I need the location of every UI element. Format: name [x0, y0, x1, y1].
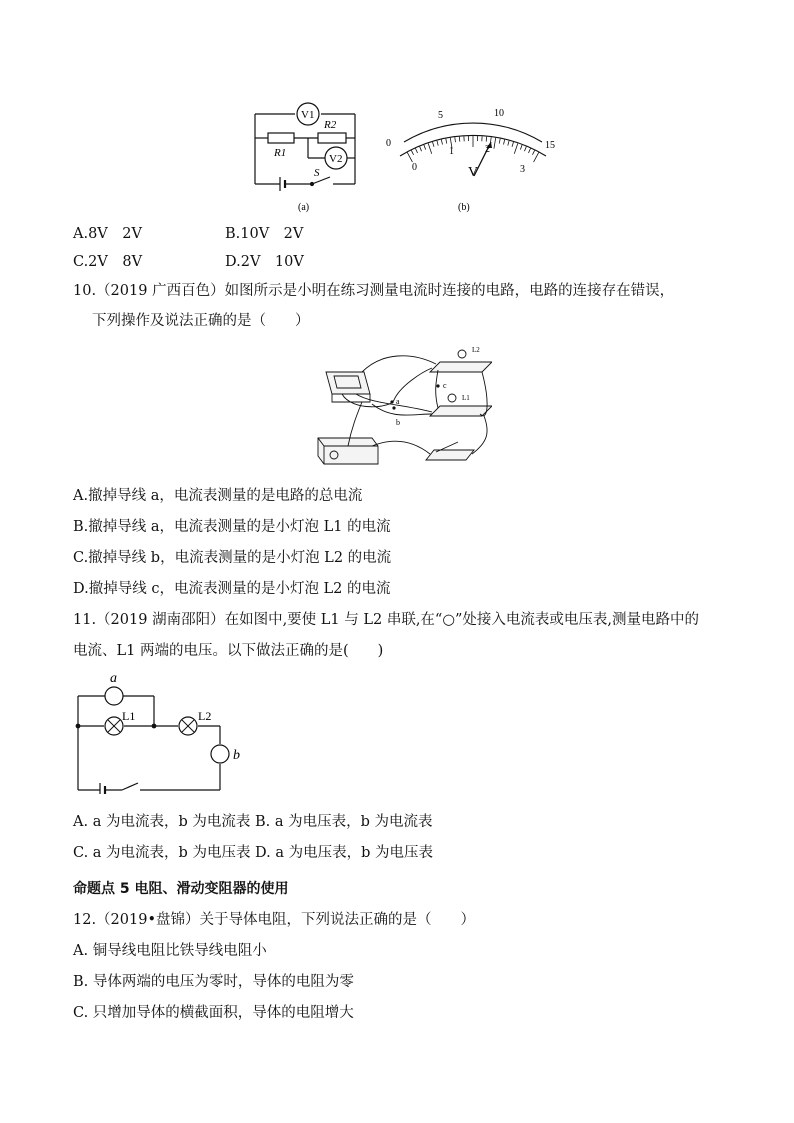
dial-tick — [407, 152, 412, 162]
dial-top-0: 0 — [386, 138, 391, 149]
dial-tick — [415, 148, 417, 153]
voltmeter-v1-label: V1 — [301, 109, 315, 121]
wire-c-label: c — [443, 381, 447, 390]
dial-tick — [428, 143, 432, 153]
meter-a-icon — [105, 687, 123, 705]
bulb-l1-label: L1 — [462, 394, 470, 402]
dial-bottom-1: 1 — [449, 146, 454, 157]
caption-b: (b) — [458, 202, 470, 213]
wire-b-label: b — [396, 418, 400, 427]
dial-bottom-3: 3 — [520, 164, 525, 175]
q11-stem-line1: 11.（2019 湖南邵阳）在如图中,要使 L1 与 L2 串联,在“○”处接入电流表或电压表,测量电路中的 — [73, 612, 700, 628]
q10-stem-line2: 下列操作及说法正确的是（ ） — [92, 313, 310, 329]
voltmeter-v2-label: V2 — [329, 153, 343, 165]
label-l1: L1 — [122, 709, 136, 723]
bulb-l2-icon — [179, 717, 197, 735]
dial-tick — [532, 150, 534, 154]
q9-option-b: B.10V 2V — [225, 226, 304, 242]
dial-tick — [424, 145, 426, 150]
bulb-l2-label: L2 — [472, 346, 480, 354]
q11-stem-line2: 电流、L1 两端的电压。以下做法正确的是( ) — [73, 643, 384, 659]
dial-tick — [499, 139, 500, 144]
dial-tick — [420, 147, 422, 152]
label-b: b — [233, 748, 240, 763]
q11-figure — [70, 666, 260, 794]
q10-figure — [312, 342, 492, 470]
q9-option-a: A.8V 2V — [73, 226, 142, 242]
dial-top-5: 5 — [438, 110, 443, 121]
dial-tick — [494, 138, 496, 149]
q11-options-ab: A. a 为电流表，b 为电流表 B. a 为电压表，b 为电流表 — [73, 814, 433, 830]
dial-tick — [455, 137, 456, 142]
dial-tick — [433, 142, 434, 147]
dial-tick — [437, 141, 438, 146]
section-5-title: 命题点 5 电阻、滑动变阻器的使用 — [73, 881, 289, 897]
dial-tick — [524, 147, 526, 152]
resistor-r2-label: R2 — [324, 119, 337, 131]
dial-top-15: 15 — [545, 140, 555, 151]
bulb-l1-icon — [105, 717, 123, 735]
q12-option-c: C. 只增加导体的横截面积，导体的电阻增大 — [73, 1005, 354, 1021]
dial-tick — [528, 148, 530, 153]
dial-tick — [446, 139, 447, 144]
q9-option-d: D.2V 10V — [225, 254, 304, 270]
q12-stem: 12.（2019•盘锦）关于导体电阻，下列说法正确的是（ ） — [73, 912, 476, 928]
dial-unit: V — [468, 165, 479, 180]
resistor-r1-label: R1 — [274, 147, 287, 159]
dial-tick — [504, 140, 505, 145]
label-a: a — [110, 671, 117, 686]
dial-tick — [512, 142, 513, 147]
q9-option-c: C.2V 8V — [73, 254, 143, 270]
q11-options-cd: C. a 为电流表，b 为电压表 D. a 为电压表，b 为电压表 — [73, 845, 434, 861]
q12-option-a: A. 铜导线电阻比铁导线电阻小 — [73, 943, 267, 959]
q10-option-b: B.撤掉导线 a，电流表测量的是小灯泡 L1 的电流 — [73, 519, 391, 535]
dial-bottom-2: 2 — [485, 144, 490, 155]
dial-tick — [441, 140, 442, 145]
dial-tick — [514, 143, 518, 153]
q9-figure — [240, 98, 570, 216]
label-l2: L2 — [198, 709, 212, 723]
meter-b-icon — [211, 745, 229, 763]
dial-tick — [520, 145, 522, 150]
dial-top-10: 10 — [494, 108, 504, 119]
q10-option-c: C.撤掉导线 b，电流表测量的是小灯泡 L2 的电流 — [73, 550, 392, 566]
caption-a: (a) — [298, 202, 310, 213]
dial-tick — [534, 152, 539, 162]
q12-option-b: B. 导体两端的电压为零时，导体的电阻为零 — [73, 974, 354, 990]
q10-option-d: D.撤掉导线 c，电流表测量的是小灯泡 L2 的电流 — [73, 581, 391, 597]
dial-tick — [491, 137, 492, 142]
dial-tick — [508, 141, 509, 146]
wire-a-label: a — [396, 397, 400, 406]
q10-stem-line1: 10.（2019 广西百色）如图所示是小明在练习测量电流时连接的电路，电路的连接存在错误， — [73, 283, 675, 299]
q10-option-a: A.撤掉导线 a，电流表测量的是电路的总电流 — [73, 488, 363, 504]
dial-tick — [411, 150, 413, 154]
switch-label: S — [314, 167, 320, 179]
dial-bottom-0: 0 — [412, 162, 417, 173]
